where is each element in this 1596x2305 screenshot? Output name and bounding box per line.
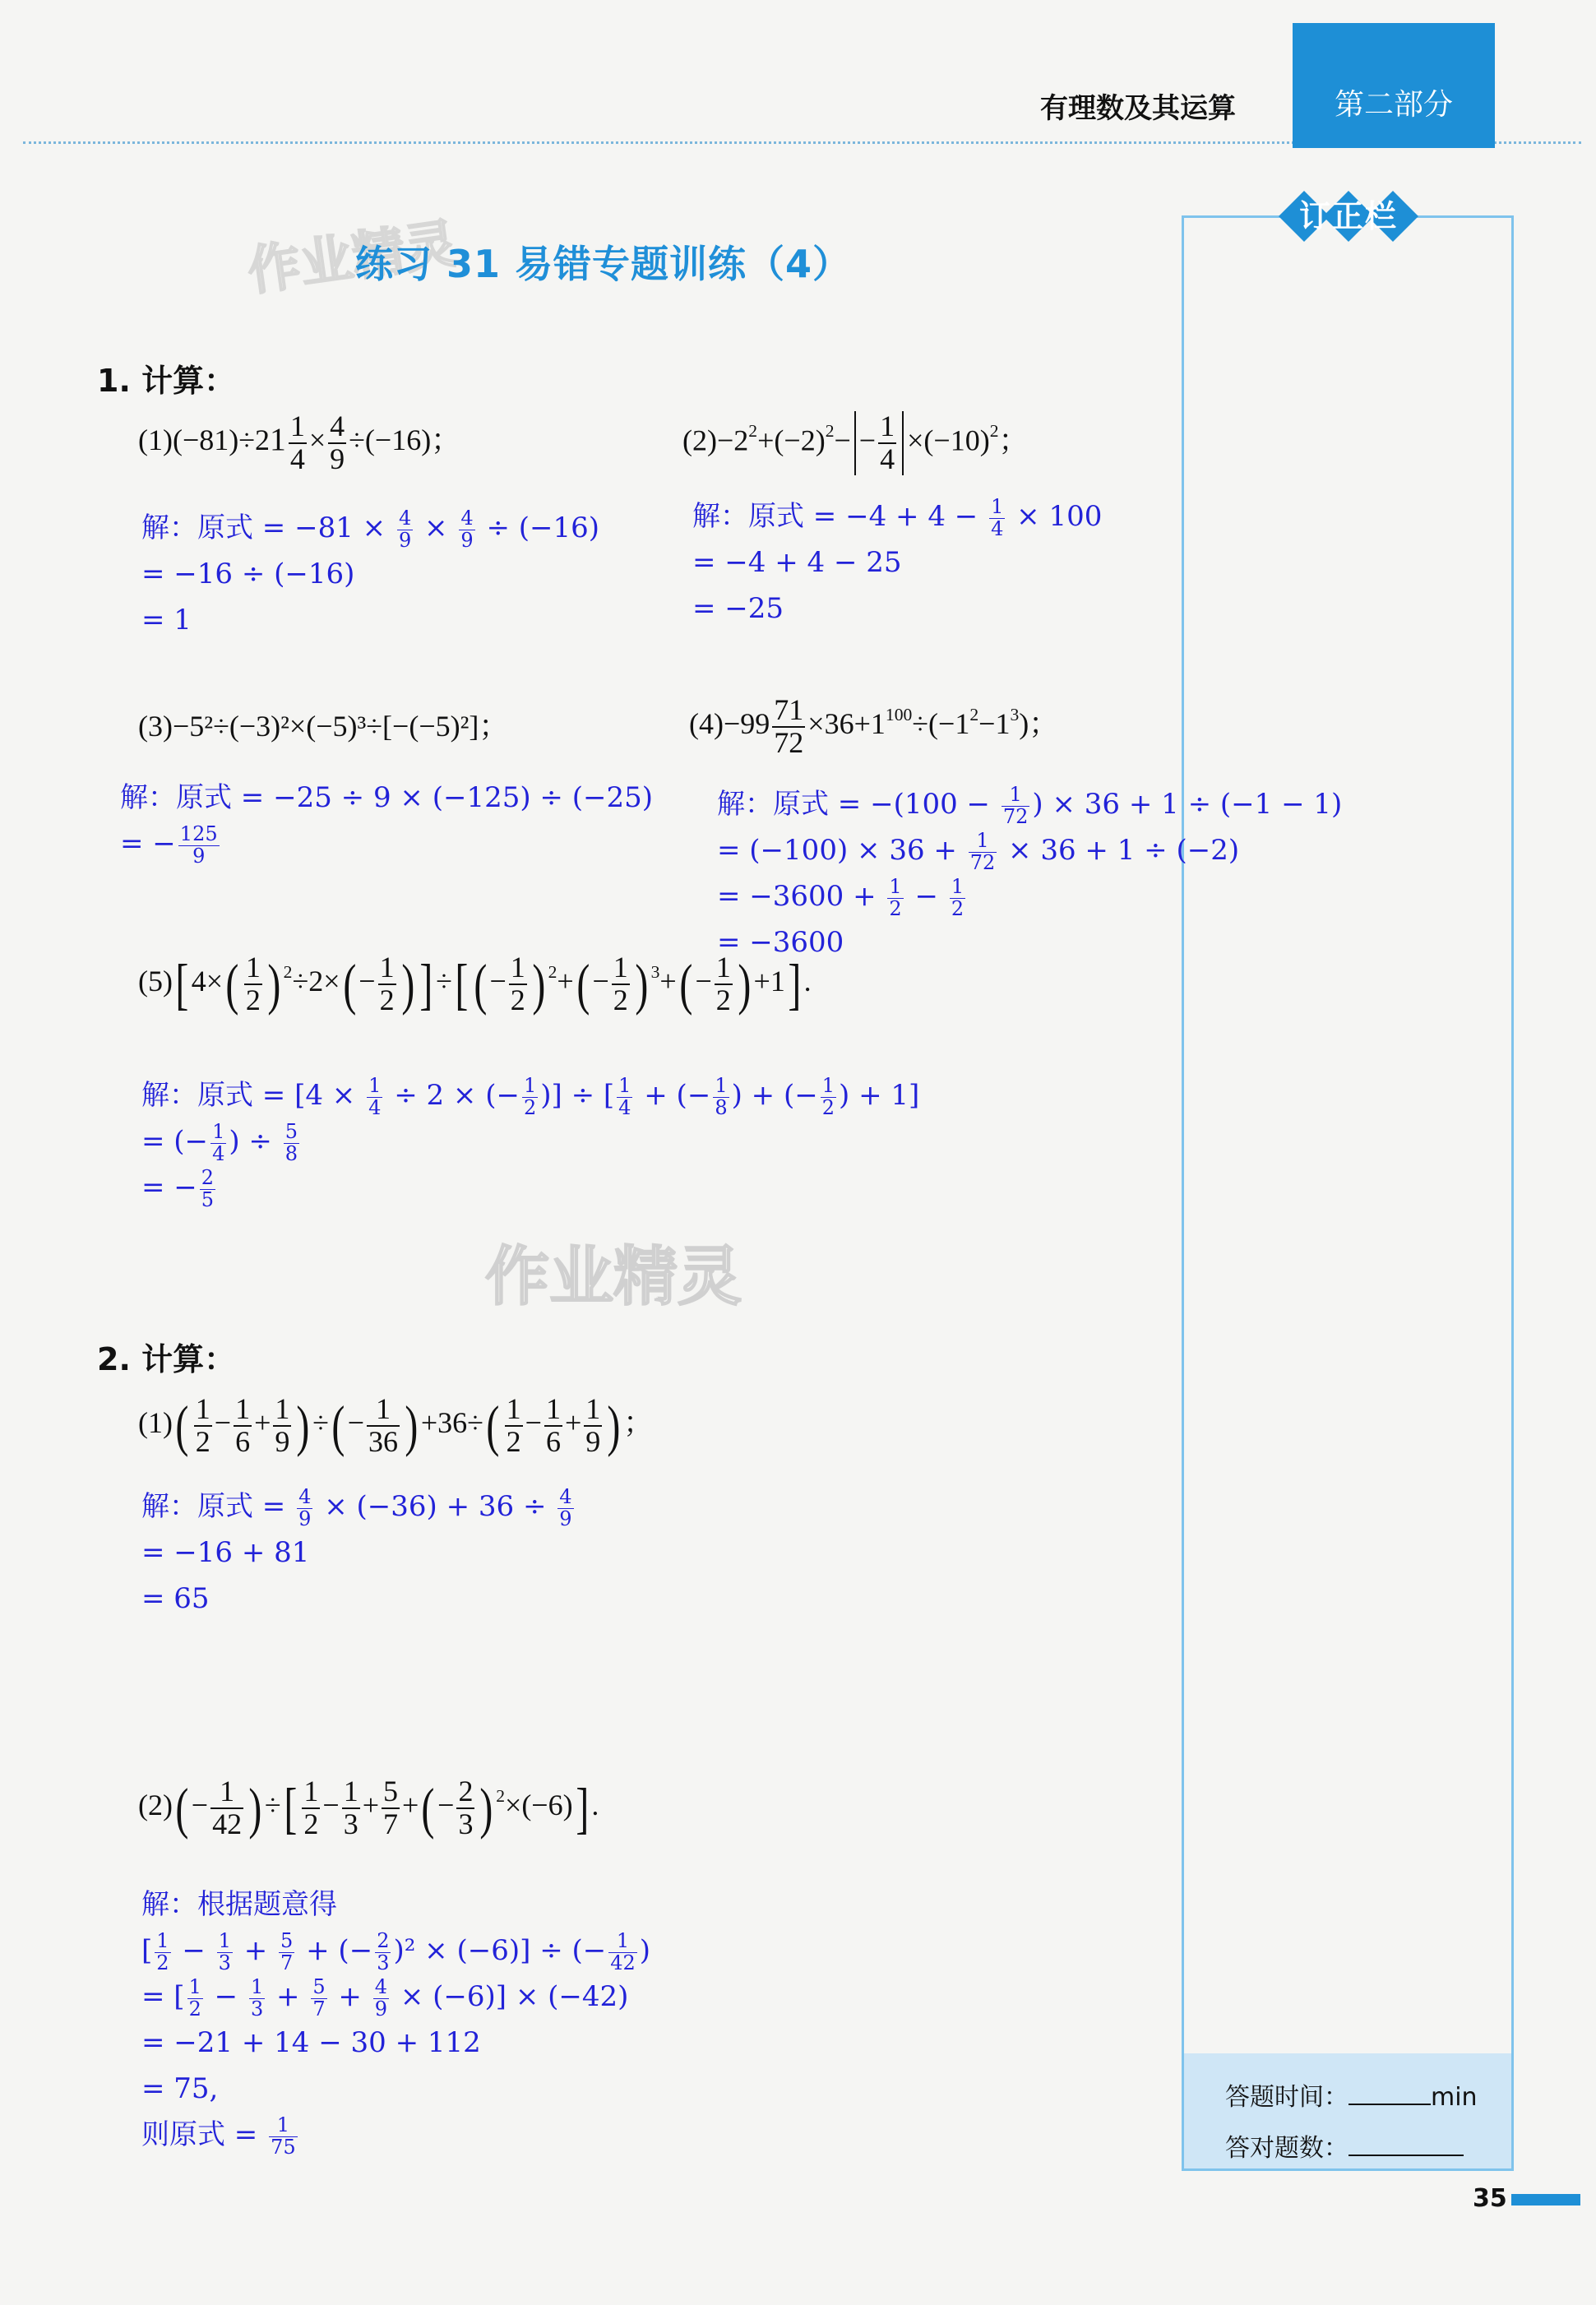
q1-1-problem: (1)(−81)÷21 $\frac{1}{4}$ × $\frac{4}{9}$ ÷(−16)； bbox=[138, 410, 461, 475]
header-part-label: 第二部分 bbox=[1334, 88, 1453, 122]
header-topic: 有理数及其运算 bbox=[1040, 92, 1236, 125]
answer-count-blank[interactable] bbox=[1349, 2133, 1464, 2156]
q1-2-problem: $(2)-2^2+(-2)^2-$ − $\frac{1}{4}$ $\times(-10)^2$； bbox=[682, 410, 1029, 475]
q1-2-solution: 解：原式 = −4 + 4 − $\frac{1}{4}$ × 100 = −4 + 4 − 25 = −25 bbox=[692, 495, 1103, 625]
watermark: 作业精灵 bbox=[243, 213, 461, 303]
q2-1-solution: 解：原式 = $\frac{4}{9}$ × (−36) + 36 ÷ $\frac{4}{9}$ = −16 + 81 = 65 bbox=[141, 1485, 572, 1615]
answer-time-unit: min bbox=[1431, 2083, 1478, 2112]
answer-time-label: 答题时间： bbox=[1225, 2083, 1349, 2112]
q2-2-problem: (2)(− $\frac{1}{42}$ )÷[ $\frac{1}{2}$ − $\frac{1}{3}$ + $\frac{5}{7}$ +(− $\frac{2}{3}$ ) $^2$×(−6)]. bbox=[138, 1775, 599, 1840]
correction-column bbox=[1182, 215, 1514, 2171]
page-number-bar bbox=[1511, 2194, 1580, 2205]
answer-count-label: 答对题数： bbox=[1225, 2134, 1349, 2163]
q1-5-problem: (5)[4×( $\frac{1}{2}$ ) $^2$÷2×(− $\frac{1}{2}$ )]÷[(− $\frac{1}{2}$ ) $^2$+(− $\frac{1}{2}$ ) $^3$+(− $\frac{1}{2}$ )+1]. bbox=[138, 951, 812, 1016]
watermark-center: 作业精灵 bbox=[485, 1240, 742, 1314]
answer-time-row bbox=[1225, 2076, 1478, 2113]
answer-time-blank[interactable] bbox=[1349, 2082, 1431, 2105]
correction-title-text: 订正栏 bbox=[1298, 198, 1398, 234]
page-title: 练习 31 易错专题训练（4） bbox=[355, 242, 852, 286]
q2-1-problem: (1)( $\frac{1}{2}$ − $\frac{1}{6}$ + $\frac{1}{9}$ )÷(− $\frac{1}{36}$ )+36÷( $\frac{1}{2}$ − $\frac{1}{6}$ + $\frac{1}{9}$ )； bbox=[138, 1392, 654, 1458]
answer-count-row bbox=[1225, 2127, 1464, 2164]
q1-5-solution: 解：原式 = [4 × $\frac{1}{4}$ ÷ 2 × (− $\frac{1}{2}$ )] ÷ [ $\frac{1}{4}$ + (− $\frac{1}{8}$ ) + (− $\frac{1}{2}$ ) + 1] = (− $\frac{1}{4}$ ) ÷ $\frac{5}{8}$ = − $\frac{2}{5}$ bbox=[141, 1074, 920, 1211]
correction-column-title bbox=[1279, 191, 1418, 242]
q1-4-solution: 解：原式 = −(100 − $\frac{1}{72}$ ) × 36 + 1 ÷ (−1 − 1) = (−100) × 36 + $\frac{1}{72}$ × 36 + 1 ÷ (−2) = −3600 + $\frac{1}{2}$ − $\frac{1}{2}$ = −3600 bbox=[717, 783, 1343, 959]
q1-3-solution: 解：原式 = −25 ÷ 9 × (−125) ÷ (−25) = − $\frac{125}{9}$ bbox=[120, 781, 653, 868]
question-2-label: 2. 计算： bbox=[97, 1341, 236, 1377]
q1-3-problem: (3)−5²÷(−3)²×(−5)³÷[−(−5)²]； bbox=[138, 710, 509, 743]
answer-stats-box bbox=[1184, 2053, 1511, 2168]
q2-2-solution: 解：根据题意得 [ $\frac{1}{2}$ − $\frac{1}{3}$ + $\frac{5}{7}$ + (− $\frac{2}{3}$ )² × (−6)] ÷ (− $\frac{1}{42}$ ) = [ $\frac{1}{2}$ − $\frac{1}{3}$ + $\frac{5}{7}$ + $\frac{4}{9}$ × (−6)] × (−42) = −21 + 14 − 30 + 112 = 75, 则原式 = $\frac{1}{75}$ bbox=[141, 1888, 651, 2159]
page-number: 35 bbox=[1473, 2184, 1507, 2213]
question-1-label: 1. 计算： bbox=[97, 363, 236, 399]
q1-1-solution: 解：原式 = −81 × $\frac{4}{9}$ × $\frac{4}{9}$ ÷ (−16) = −16 ÷ (−16) = 1 bbox=[141, 507, 600, 636]
header-part-tab bbox=[1293, 23, 1495, 148]
q1-4-problem: (4)−99 $\frac{71}{72}$ $\times 36+1^{100}\div(-1^2-1^3)$； bbox=[689, 693, 1059, 759]
